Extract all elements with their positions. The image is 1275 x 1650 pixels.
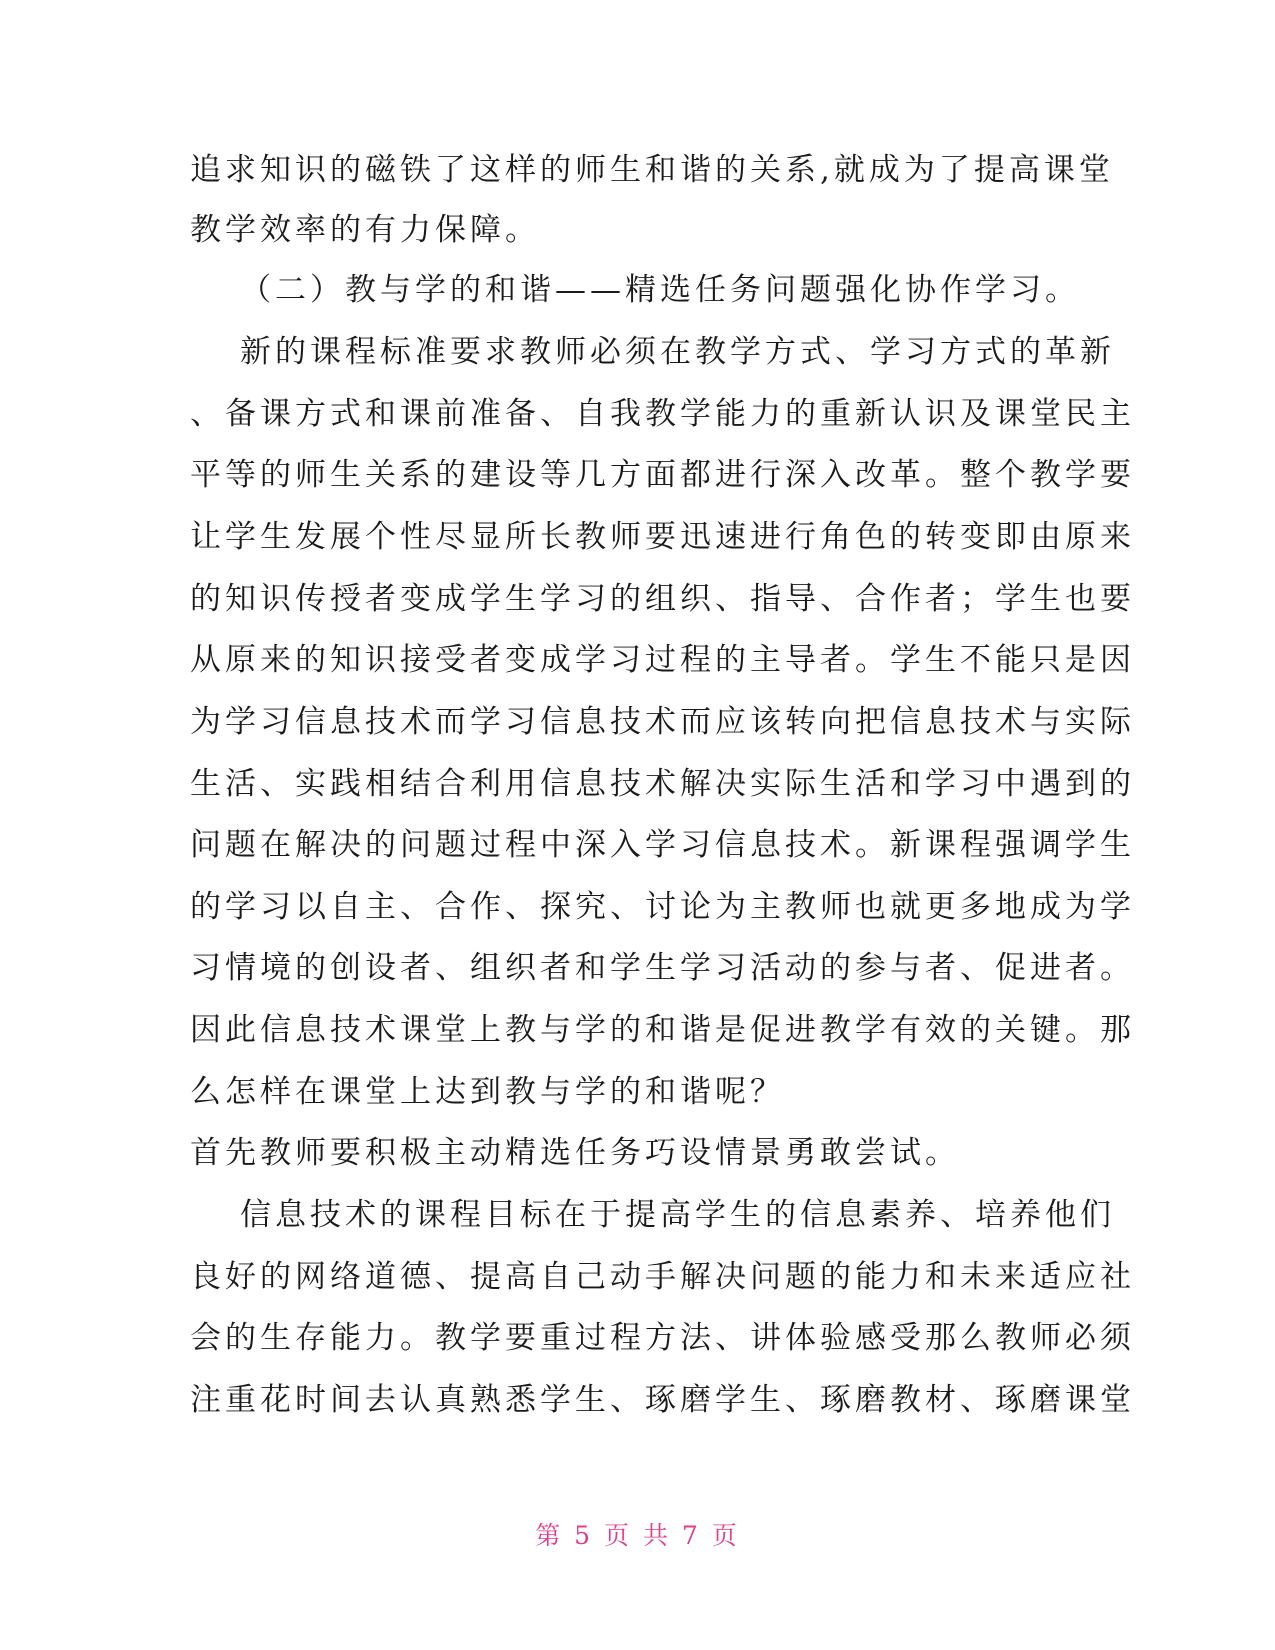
text-line: 注重花时间去认真熟悉学生、琢磨学生、琢磨教材、琢磨课堂 [190,1382,1135,1418]
text-line: 追求知识的磁铁了这样的师生和谐的关系,就成为了提高课堂 [190,152,1114,188]
section-heading: （二）教与学的和谐——精选任务问题强化协作学习。 [240,272,1080,308]
text-line: 生活、实践相结合利用信息技术解决实际生活和学习中遇到的 [190,766,1135,802]
text-line: 教学效率的有力保障。 [190,212,540,248]
text-line: 良好的网络道德、提高自己动手解决问题的能力和未来适应社 [190,1259,1135,1295]
text-line: 、备课方式和课前准备、自我教学能力的重新认识及课堂民主 [190,396,1135,432]
text-line: 首先教师要积极主动精选任务巧设情景勇敢尝试。 [190,1135,960,1171]
text-line: 为学习信息技术而学习信息技术而应该转向把信息技术与实际 [190,704,1135,740]
text-line: 的知识传授者变成学生学习的组织、指导、合作者；学生也要 [190,581,1135,617]
text-line: 习情境的创设者、组织者和学生学习活动的参与者、促进者。 [190,950,1135,986]
text-line: 么怎样在课堂上达到教与学的和谐呢？ [190,1074,785,1110]
page-number: 第 5 页 共 7 页 [535,1521,740,1550]
text-line: 会的生存能力。教学要重过程方法、讲体验感受那么教师必须 [190,1320,1135,1356]
text-line: 的学习以自主、合作、探究、讨论为主教师也就更多地成为学 [190,889,1135,925]
text-line: 因此信息技术课堂上教与学的和谐是促进教学有效的关键。那 [190,1012,1135,1048]
text-line: 让学生发展个性尽显所长教师要迅速进行角色的转变即由原来 [190,519,1135,555]
text-line: 从原来的知识接受者变成学习过程的主导者。学生不能只是因 [190,642,1135,678]
text-line: 新的课程标准要求教师必须在教学方式、学习方式的革新 [240,334,1115,370]
text-line: 平等的师生关系的建设等几方面都进行深入改革。整个教学要 [190,457,1135,493]
text-line: 问题在解决的问题过程中深入学习信息技术。新课程强调学生 [190,827,1135,863]
text-line: 信息技术的课程目标在于提高学生的信息素养、培养他们 [240,1197,1115,1233]
